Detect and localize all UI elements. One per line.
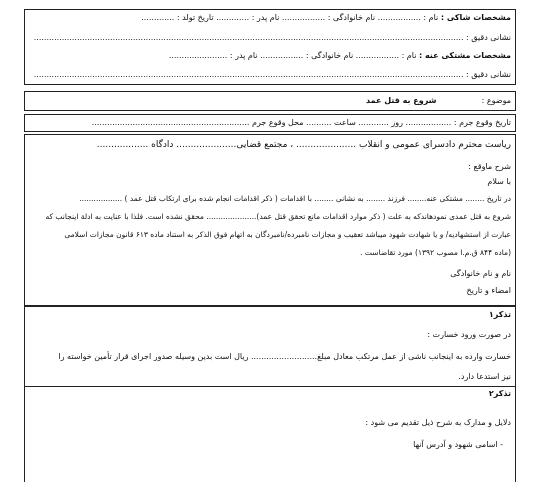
defendant-heading: مشخصات مشتکی عنه :	[418, 51, 511, 60]
signature-date-label: امضاء و تاریخ	[466, 286, 511, 295]
narrative-line-4: (ماده ۸۴۴ ق.م.ا مصوب ۱۳۹۲) مورد تقاضاست .	[360, 248, 511, 257]
signer-name-label: نام و نام خانوادگی	[450, 269, 511, 278]
note-1-line-3: نیز استدعا دارد.	[458, 372, 511, 381]
subject-section	[24, 91, 516, 111]
crime-info-section	[24, 114, 516, 132]
note-1-line-2[interactable]: خسارت وارده به اینجانب ناشی از عمل مرتکب معادل مبلغ.......................... ریال است بدین وسیله صدور اجرای قرار تأمین خواسته را	[58, 352, 511, 361]
subject-value: شروع به قتل عمد	[365, 96, 437, 105]
note-2-line-1: دلایل و مدارک به شرح ذیل تقدیم می شود :	[365, 418, 511, 427]
narrative-line-1[interactable]: در تاریخ ........ مشتکی عنه........ فرزند ........ به نشانی ........ با اقدامات ( ذکر اقدامات انجام شده برای ارتکاب قتل عمد ) ..................	[79, 194, 511, 203]
note-1-line-1: در صورت ورود خسارت :	[427, 330, 511, 339]
subject-label: موضوع :	[481, 96, 511, 105]
note-2-heading: تذکر۲	[488, 389, 511, 398]
defendant-address[interactable]: نشانی دقیق : .........................................................................................................................................................................	[33, 70, 511, 79]
greeting: با سلام	[487, 177, 511, 186]
complainant-heading: مشخصات شاکی :	[440, 13, 511, 22]
note-1-heading: تذکر۱	[488, 310, 511, 319]
note-2-item-1: - اسامی شهود و آدرس آنها	[413, 440, 503, 449]
narrative-heading: شرح ماوقع :	[468, 162, 511, 171]
crime-info-row[interactable]: تاریخ وقوع جرم : .................. روز ............ ساعت .......... محل وقوع جرم ..............................................................	[91, 118, 511, 127]
defendant-row	[29, 50, 511, 62]
narrative-line-3: عبارت از استشهادیه/ و یا شهادت شهود میباشد تعقیب و مجازات نامبرده/نامبردگان به اتهام فوق الذکر به استناد ماده ۶۱۳ قانون مجازات اسلامی	[64, 230, 511, 239]
narrative-line-2[interactable]: شروع به قتل عمدی نمودهاندکه به علت ( ذکر موارد اقدامات مانع تحقق قتل عمد)..................... محقق نشده است. فلذا با عنایت به ادلة اینجانب که	[45, 212, 511, 221]
complainant-address[interactable]: نشانی دقیق : .........................................................................................................................................................................	[33, 33, 511, 42]
notes-divider	[25, 386, 515, 387]
complainant-row	[29, 12, 511, 24]
subject-row	[29, 95, 511, 107]
petition-section	[24, 134, 516, 306]
defendant-fields[interactable]: نام : ................. نام خانوادگی : ................. نام پدر : .......................	[168, 51, 417, 60]
addressee-line: ریاست محترم دادسرای عمومی و انقلاب ..................... ، مجتمع قضایی..................... دادگاه ..................	[96, 140, 511, 150]
parties-section	[24, 9, 516, 85]
notes-section	[24, 306, 516, 482]
complainant-fields[interactable]: نام : ................. نام خانوادگی : ................. نام پدر : ............. تاریخ تولد : .............	[141, 13, 439, 22]
